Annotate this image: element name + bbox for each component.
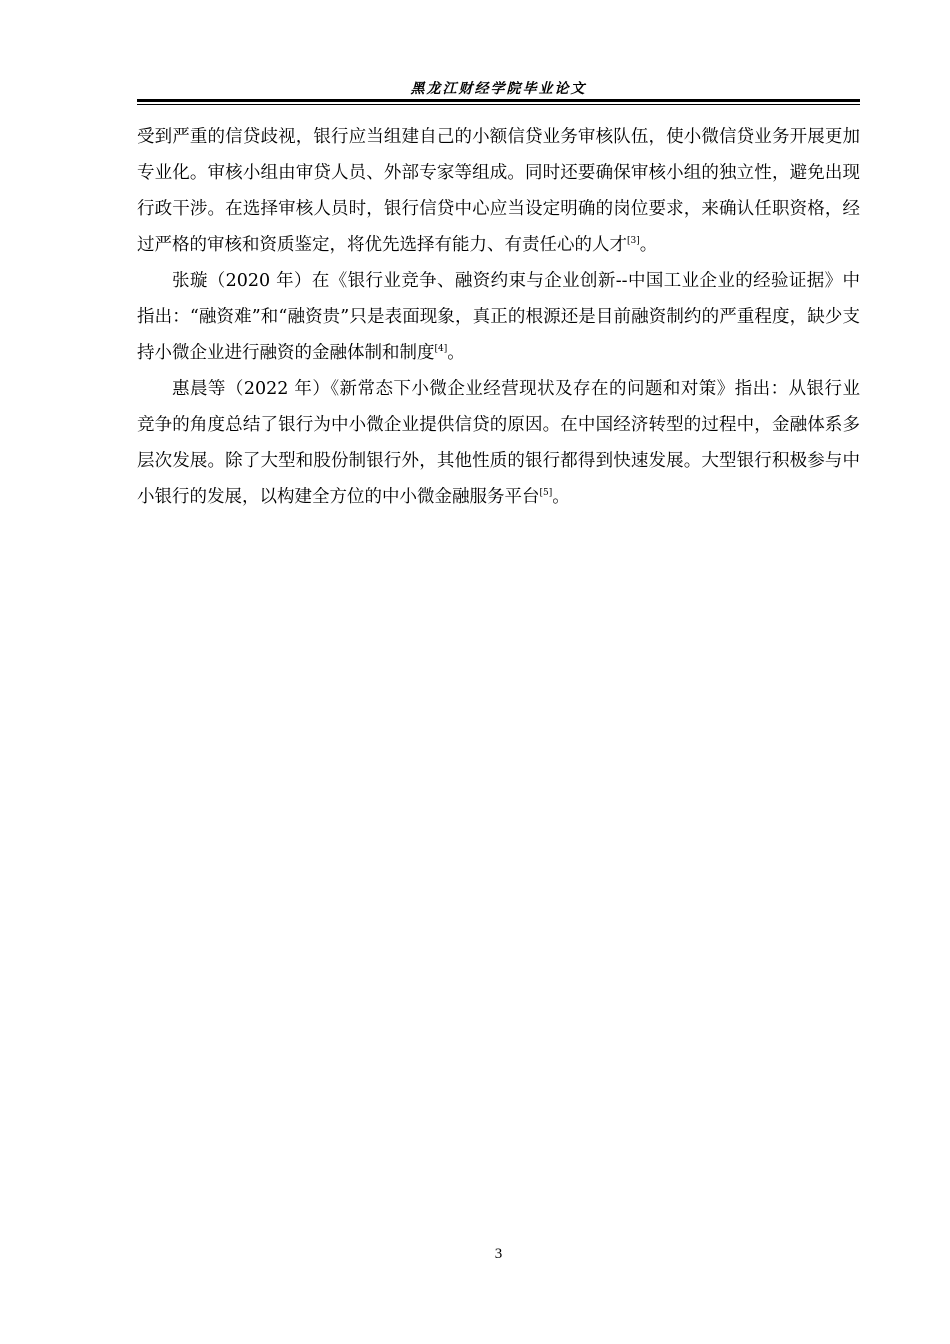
paragraph-1 bbox=[137, 119, 860, 263]
paragraph-3 bbox=[137, 371, 860, 515]
citation-ref: [5] bbox=[539, 488, 553, 499]
paragraph-end: 。 bbox=[447, 343, 465, 363]
paragraph-text: 受到严重的信贷歧视，银行应当组建自己的小额信贷业务审核队伍，使小微信贷业务开展更加专业化。审核小组由审贷人员、外部专家等组成。同时还要确保审核小组的独立性，避免出现行政干涉。在选择审核人员时，银行信贷中心应当设定明确的岗位要求，来确认任职资格，经过严格的审核和资质鉴定，将优先选择有能力、有责任心的人才 bbox=[137, 127, 860, 255]
header-rule-thin bbox=[137, 104, 860, 105]
paragraph-text: 张璇（2020 年）在《银行业竞争、融资约束与企业创新--中国工业企业的经验证据》中指出：“融资难”和“融资贵”只是表面现象，真正的根源还是目前融资制约的严重程度，缺少支持小微企业进行融资的金融体制和制度 bbox=[137, 271, 860, 363]
paragraph-end: 。 bbox=[552, 487, 570, 507]
running-header: 黑龙江财经学院毕业论文 bbox=[410, 81, 587, 97]
citation-ref: [3] bbox=[627, 236, 640, 247]
paragraph-2 bbox=[137, 263, 860, 371]
paragraph-text: 惠晨等（2022 年）《新常态下小微企业经营现状及存在的问题和对策》指出：从银行业竞争的角度总结了银行为中小微企业提供信贷的原因。在中国经济转型的过程中，金融体系多层次发展。除了大型和股份制银行外，其他性质的银行都得到快速发展。大型银行积极参与中小银行的发展，以构建全方位的中小微金融服务平台 bbox=[137, 379, 860, 507]
header-rule-thick bbox=[137, 99, 860, 102]
citation-ref: [4] bbox=[434, 344, 448, 355]
paragraph-end: 。 bbox=[639, 235, 658, 255]
body-text bbox=[137, 119, 860, 515]
page-number: 3 bbox=[494, 1246, 503, 1262]
